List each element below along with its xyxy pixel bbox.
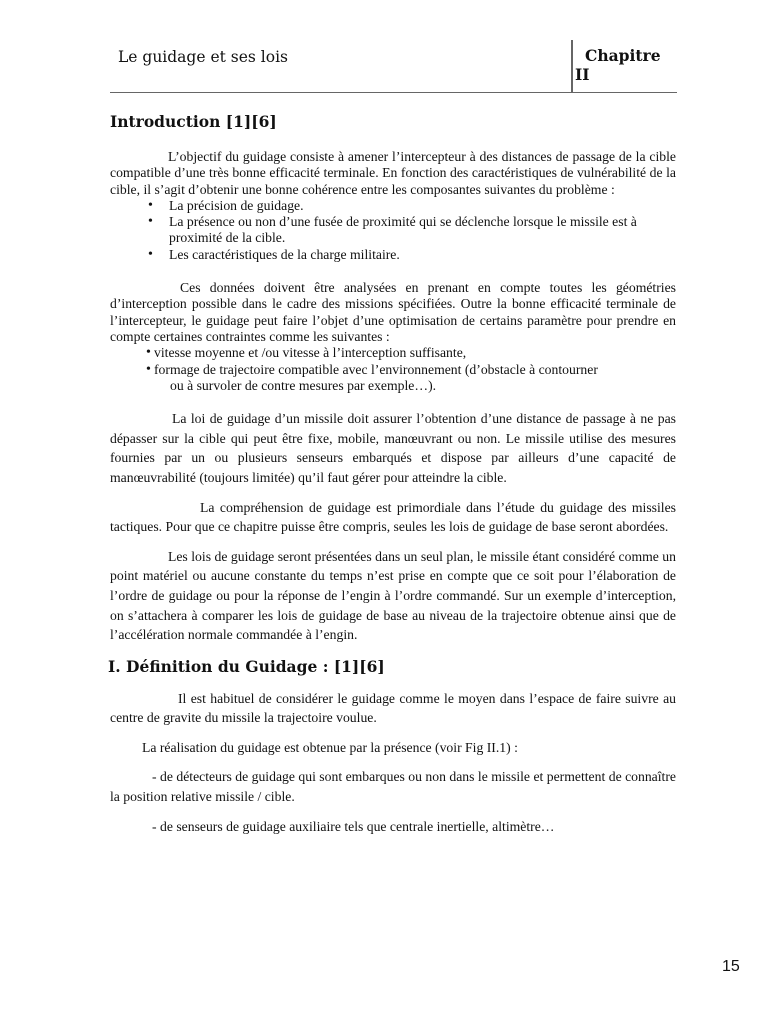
header-divider <box>571 40 573 92</box>
page-number: 15 <box>722 958 740 975</box>
intro-bullet-list-2 <box>110 345 676 394</box>
list-item <box>146 362 676 395</box>
page-header <box>110 40 677 93</box>
list-item-continuation: ou à survoler de contre mesures par exemple…). <box>170 377 437 393</box>
intro-heading: Introduction [1][6] <box>110 112 277 131</box>
list-item: • La précision de guidage. <box>148 198 676 214</box>
header-chapter-word: Chapitre <box>585 46 661 65</box>
list-item: • La présence ou non d’une fusée de proximité qui se déclenche lorsque le missile est à proximité de la cible. <box>148 214 676 247</box>
list-item: • Les caractéristiques de la charge militaire. <box>148 247 676 263</box>
list-item-text: formage de trajectoire compatible avec l’environnement (d’obstacle à contourner <box>154 361 598 377</box>
intro-bullet-list-1 <box>110 198 676 263</box>
intro-paragraph-5: Les lois de guidage seront présentées dans un seul plan, le missile étant considéré comme un point matériel ou aucune constante du temps n’est prise en compte que ce soit pour l’élaboration de l’ordre de guidage ou pour la réponse de l’engin à l’ordre commandé. Sur un exemple d’interception, on s’attachera à comparer les lois de guidage de base au niveau de la trajectoire obtenue ainsi que de l’accélération normale commandée à l’engin. <box>110 548 676 643</box>
intro-paragraph-3: La loi de guidage d’un missile doit assurer l’obtention d’une distance de passage à ne pas dépasser sur la cible qui peut être fixe, mobile, manœuvrant ou non. Le missile utilise des mesures fournies par un ou plusieurs senseurs embarqués et dispose par ailleurs d’une capacité de manœuvrabilité (toujours limitée) qu’il faut gérer pour atteindre la cible. <box>110 411 676 485</box>
header-chapter <box>575 46 677 84</box>
page-content <box>110 112 676 836</box>
list-item <box>146 345 676 361</box>
intro-paragraph-1: L’objectif du guidage consiste à amener l’intercepteur à des distances de passage de la cible compatible d’une très bonne efficacité terminale. En fonction des caractéristiques de vulnérabilité de la cible, il s’agit d’obtenir une bonne cohérence entre les composantes suivantes du problème : <box>110 149 676 197</box>
intro-paragraph-4: La compréhension de guidage est primordiale dans l’étude du guidage des missiles tactiques. Pour que ce chapitre puisse être compris, seules les lois de guidage de base seront abordées. <box>110 499 676 535</box>
section-1-heading: I. Définition du Guidage : [1][6] <box>108 656 385 676</box>
list-item-text: vitesse moyenne et /ou vitesse à l’interception suffisante, <box>154 345 467 361</box>
section-1-paragraph-1: Il est habituel de considérer le guidage comme le moyen dans l’espace de faire suivre au centre de gravite du missile la trajectoire voulue. <box>110 690 676 726</box>
header-chapter-number: II <box>575 65 590 84</box>
section-1-paragraph-3: - de détecteurs de guidage qui sont embarques ou non dans le missile et permettent de connaître la position relative missile / cible. <box>110 769 676 805</box>
section-1-paragraph-2: La réalisation du guidage est obtenue par la présence (voir Fig II.1) : <box>142 739 518 755</box>
header-title: Le guidage et ses lois <box>118 48 288 66</box>
intro-paragraph-2: Ces données doivent être analysées en prenant en compte toutes les géométries d’interception possible dans le cadre des missions spécifiées. Outre la bonne efficacité terminale de l’intercepteur, le guidage peut faire l’objet d’une optimisation de certains paramètre pour prendre en compte certaines contraintes comme les suivantes : <box>110 280 676 344</box>
section-1-paragraph-4: - de senseurs de guidage auxiliaire tels que centrale inertielle, altimètre… <box>152 818 555 834</box>
